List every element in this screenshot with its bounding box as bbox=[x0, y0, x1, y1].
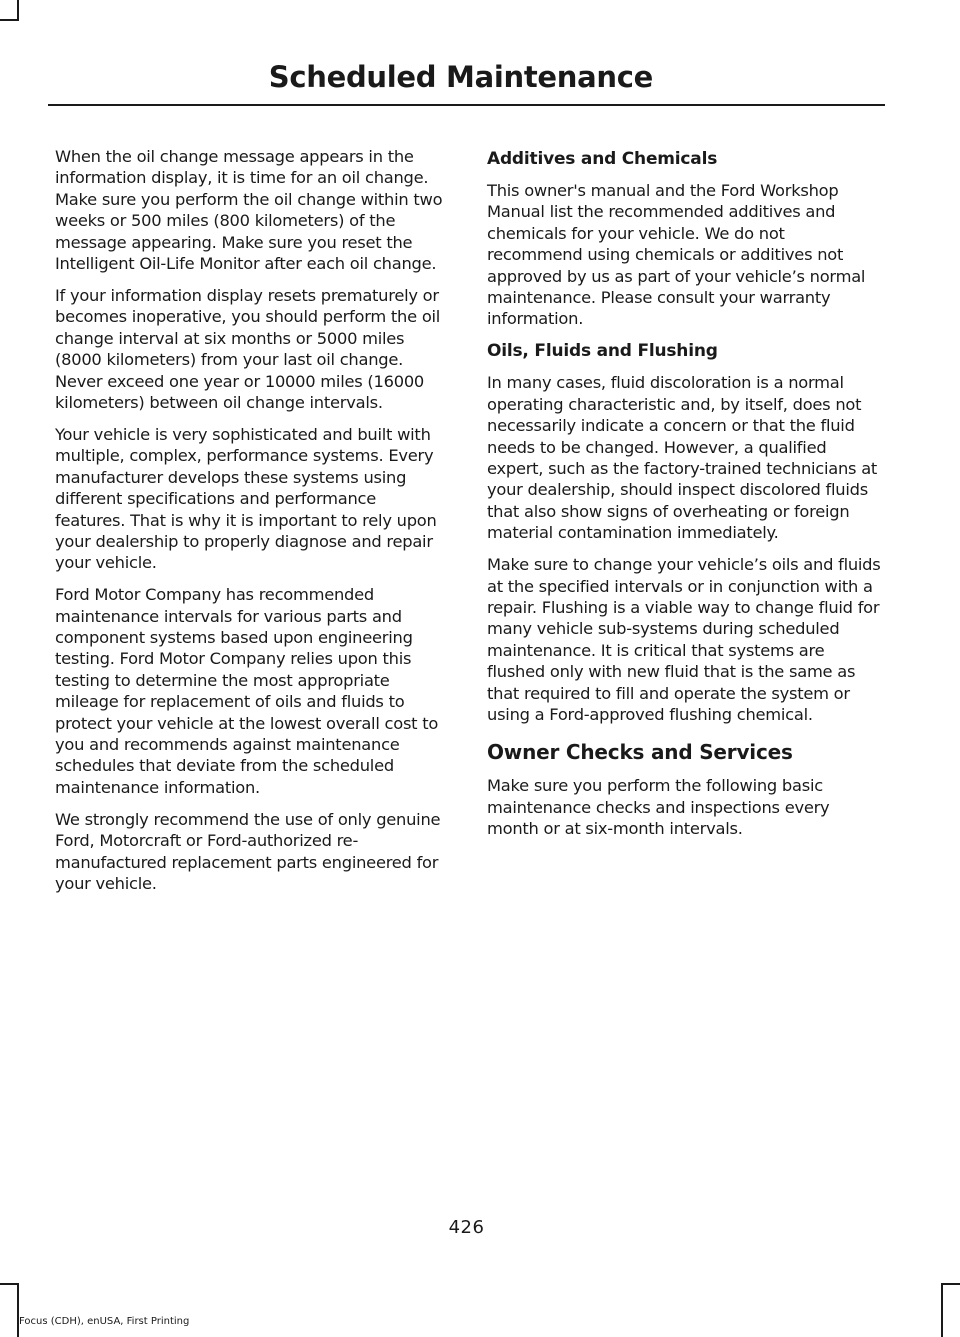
owner-checks-heading: Owner Checks and Services bbox=[487, 740, 793, 765]
fluid-discoloration-paragraph: In many cases, fluid discoloration is a normal operating characteristic and, by itself, does not necessarily indicate a concern or that the fluid needs to be changed. However, a qualified expert, such as the factory-trained technicians at your dealership, should inspect discolored fluids that also show signs of overheating or foreign material contamination immediately. bbox=[487, 373, 878, 543]
sophisticated-vehicle-paragraph: Your vehicle is very sophisticated and built with multiple, complex, performance systems. Every manufacturer develops these systems using different specifications and performance features. That is why it is important to rely upon your dealership to properly diagnose and repair your vehicle. bbox=[55, 424, 437, 573]
page-number: 426 bbox=[448, 1217, 485, 1238]
crop-mark-top-left-horizontal bbox=[0, 19, 19, 21]
title-divider bbox=[48, 104, 885, 106]
left-column bbox=[55, 146, 450, 905]
crop-mark-bottom-left-horizontal bbox=[0, 1283, 19, 1285]
genuine-parts-paragraph: We strongly recommend the use of only genuine Ford, Motorcraft or Ford-authorized re-manufactured replacement parts engineered for your vehicle. bbox=[55, 809, 441, 893]
additives-heading: Additives and Chemicals bbox=[487, 149, 718, 169]
crop-mark-bottom-right-horizontal bbox=[941, 1283, 960, 1285]
oil-change-message-paragraph: When the oil change message appears in the information display, it is time for an oil change. Make sure you perform the oil change within two weeks or 500 miles (800 kilometers) of the message appearing. Make sure you reset the Intelligent Oil-Life Monitor after each oil change. bbox=[55, 147, 443, 274]
crop-mark-bottom-left-vertical bbox=[17, 1283, 19, 1337]
right-column bbox=[487, 146, 882, 850]
crop-mark-top-left-vertical bbox=[17, 0, 19, 21]
edition-footer: Focus (CDH), enUSA, First Printing bbox=[19, 1316, 190, 1327]
page-title: Scheduled Maintenance bbox=[268, 60, 653, 94]
crop-mark-bottom-right-vertical bbox=[941, 1283, 943, 1337]
fluid-change-paragraph: Make sure to change your vehicle’s oils and fluids at the specified intervals or in conjunction with a repair. Flushing is a viable way to change fluid for many vehicle sub-systems during scheduled maintenance. It is critical that systems are flushed only with new fluid that is the same as that required to fill and operate the system or using a Ford-approved flushing chemical. bbox=[487, 555, 881, 724]
owner-checks-paragraph: Make sure you perform the following basic maintenance checks and inspections every month or at six-month intervals. bbox=[487, 776, 830, 839]
additives-paragraph: This owner's manual and the Ford Workshop Manual list the recommended additives and chemicals for your vehicle. We do not recommend using chemicals or additives not approved by us as part of your vehicle’s normal maintenance. Please consult your warranty information. bbox=[487, 181, 866, 329]
fluids-heading: Oils, Fluids and Flushing bbox=[487, 341, 718, 362]
maintenance-intervals-paragraph: Ford Motor Company has recommended maintenance intervals for various parts and component systems based upon engineering testing. Ford Motor Company relies upon this testing to determine the most appropriate mileage for replacement of oils and fluids to protect your vehicle at the lowest overall cost to you and recommends against maintenance schedules that deviate from the scheduled maintenance information. bbox=[55, 585, 439, 797]
display-reset-paragraph: If your information display resets prematurely or becomes inoperative, you should perform the oil change interval at six months or 5000 miles (8000 kilometers) from your last oil change. Never exceed one year or 10000 miles (16000 kilometers) between oil change intervals. bbox=[55, 285, 441, 412]
